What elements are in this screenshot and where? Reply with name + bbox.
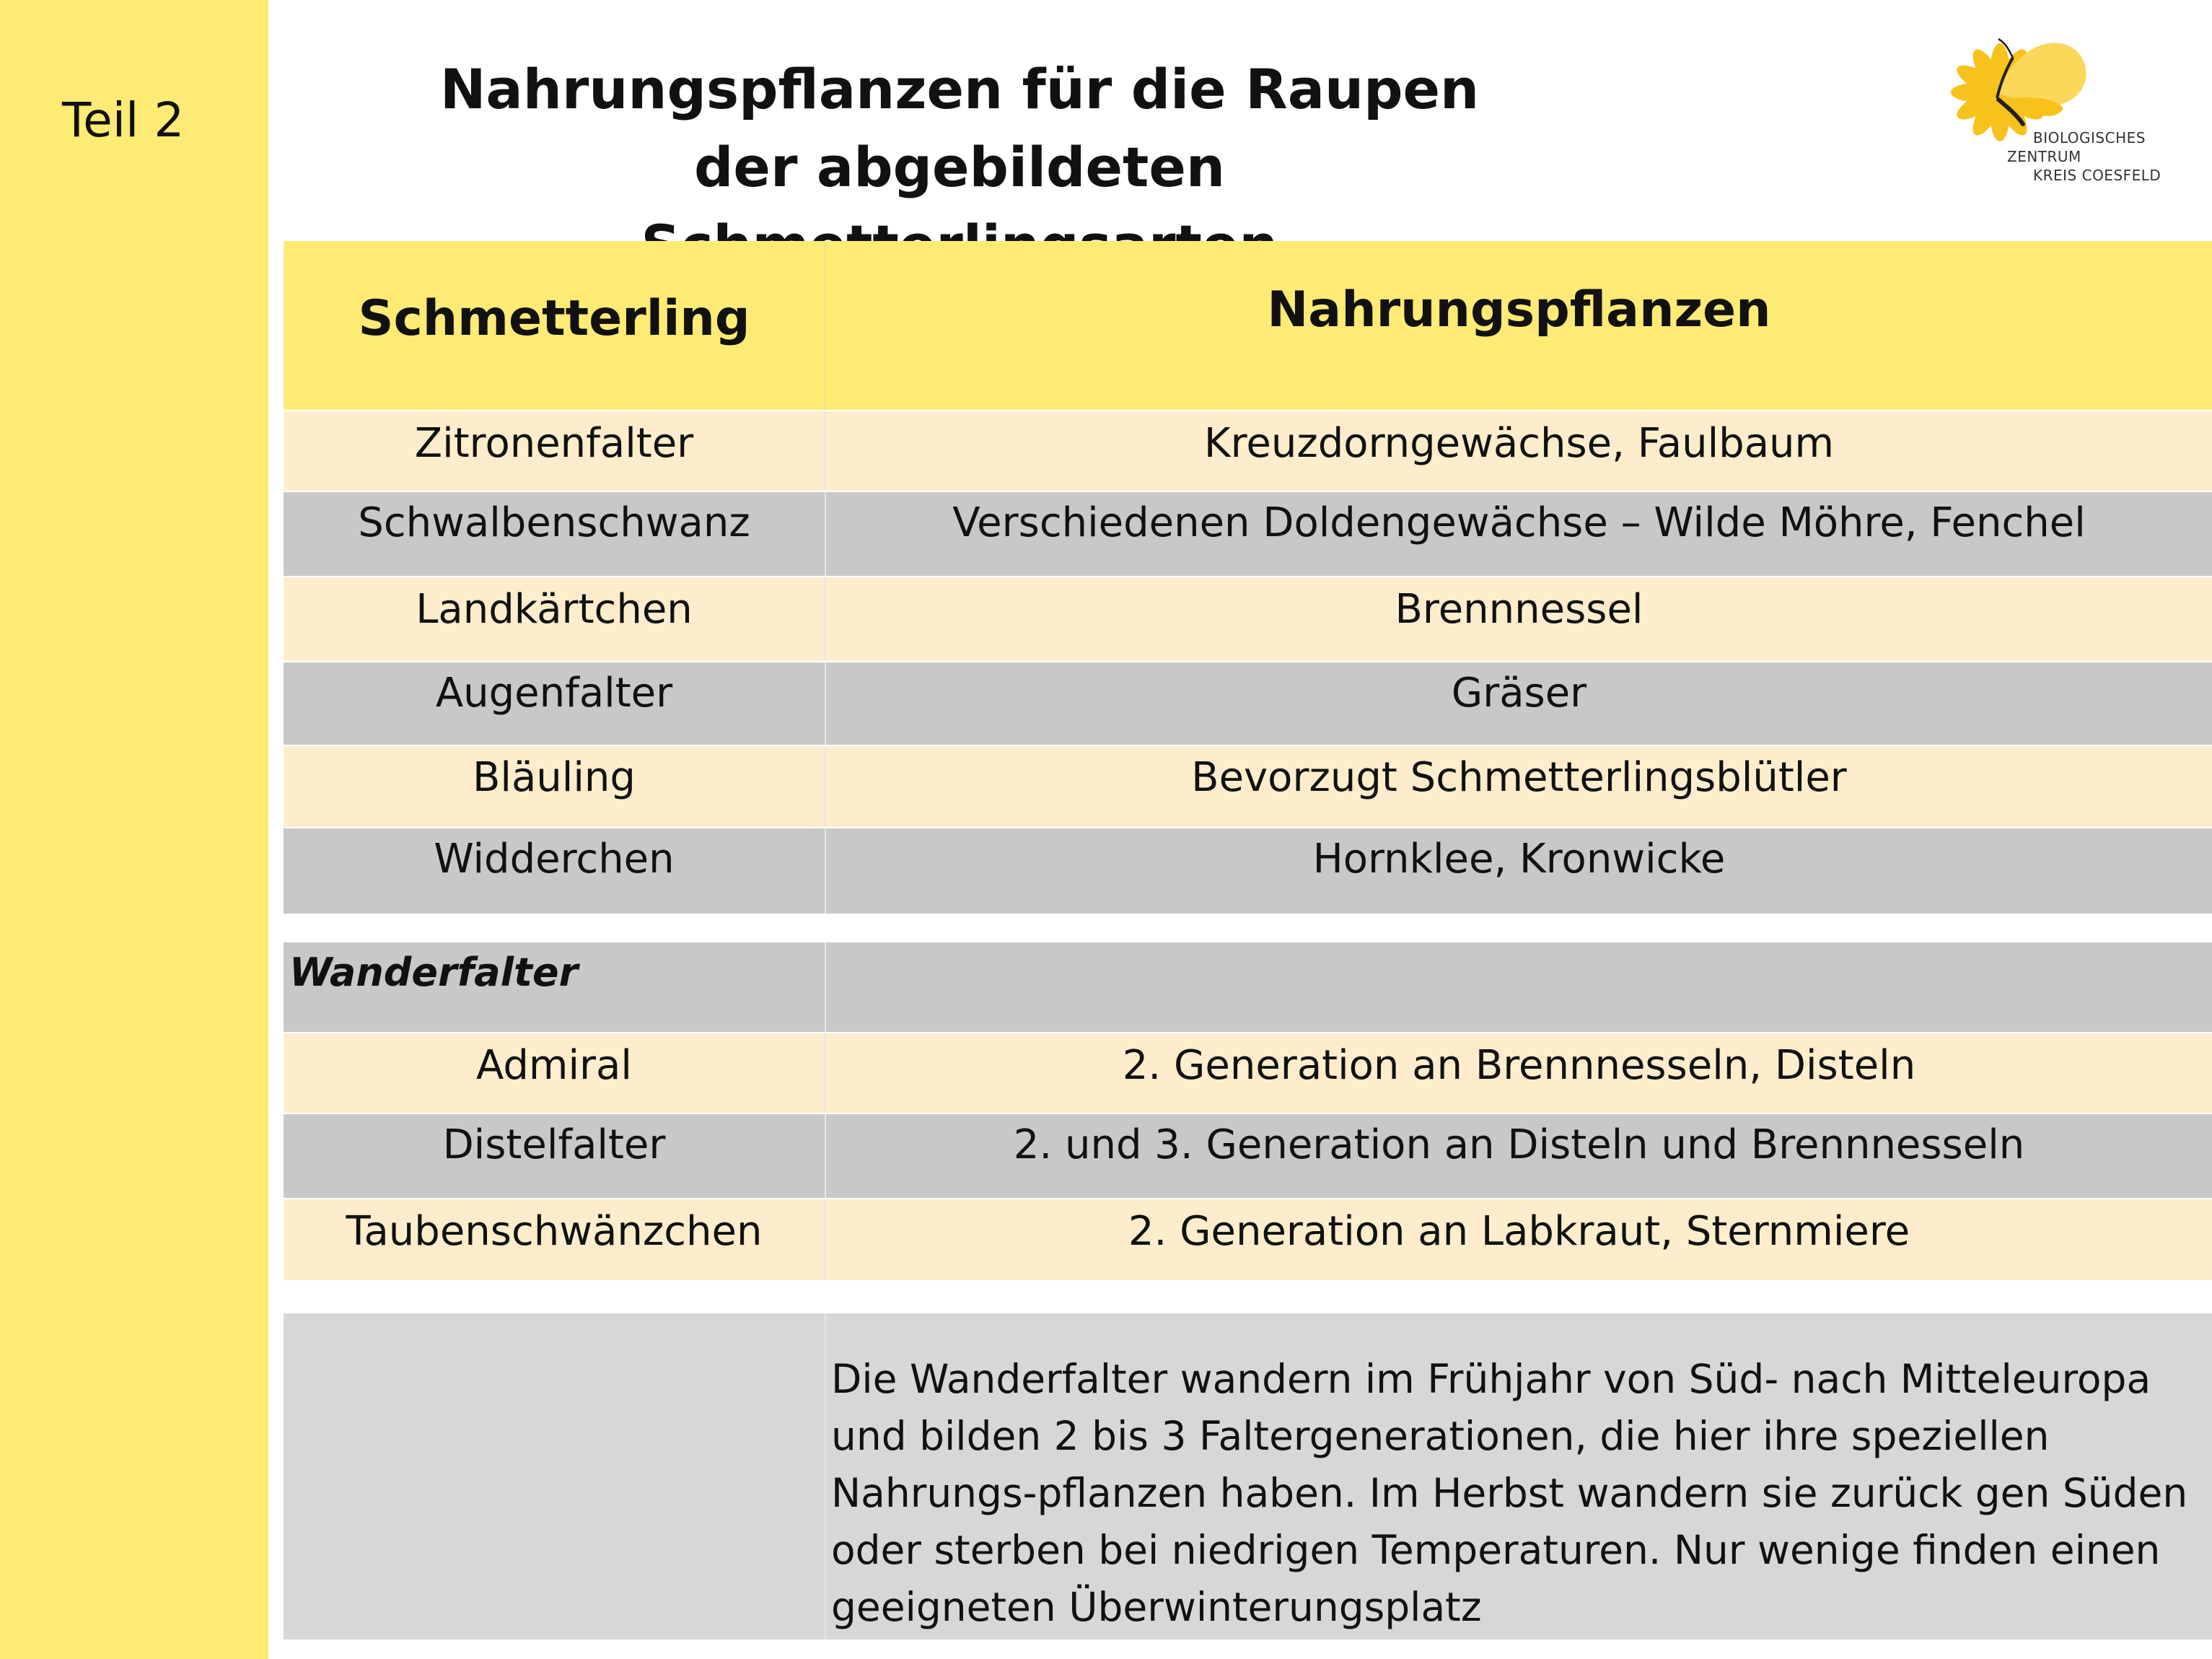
row-plants: Verschiedenen Doldengewächse – Wilde Möhre, Fenchel bbox=[952, 499, 2086, 546]
row-plants: Gräser bbox=[1451, 670, 1587, 717]
table-row bbox=[284, 1114, 2212, 1198]
row-plants: Bevorzugt Schmetterlingsblütler bbox=[1191, 754, 1847, 801]
note-line-5: geeigneten Überwinterungsplatz bbox=[831, 1584, 1482, 1630]
row-name: Zitronenfalter bbox=[414, 420, 694, 467]
logo bbox=[1948, 29, 2186, 195]
sidebar bbox=[0, 0, 268, 1659]
logo-text-line-2: ZENTRUM bbox=[2007, 148, 2081, 165]
section-label-wanderfalter: Wanderfalter bbox=[289, 950, 579, 995]
row-name: Augenfalter bbox=[435, 670, 673, 717]
title-line-1: Nahrungspflanzen für die Raupen bbox=[439, 57, 1480, 121]
header-schmetterling: Schmetterling bbox=[358, 290, 750, 347]
row-name: Admiral bbox=[476, 1042, 632, 1089]
row-plants: Hornklee, Kronwicke bbox=[1312, 836, 1726, 883]
logo-text-line-1: BIOLOGISCHES bbox=[2033, 129, 2146, 146]
table-row bbox=[284, 828, 2212, 914]
table-row bbox=[284, 492, 2212, 576]
row-plants: 2. Generation an Brennnesseln, Disteln bbox=[1122, 1042, 1916, 1089]
table-row bbox=[284, 662, 2212, 745]
row-plants: 2. und 3. Generation an Disteln und Brennnesseln bbox=[1013, 1121, 2025, 1168]
note-line-4: oder sterben bei niedrigen Temperaturen. Nur wenige finden einen bbox=[831, 1527, 2161, 1573]
note-line-2: und bilden 2 bis 3 Faltergenerationen, die hier ihre speziellen bbox=[831, 1413, 2050, 1459]
row-name: Landkärtchen bbox=[416, 586, 693, 633]
table-row bbox=[284, 411, 2212, 491]
table-row bbox=[284, 1199, 2212, 1280]
table-row bbox=[284, 577, 2212, 661]
row-name: Widderchen bbox=[434, 836, 675, 883]
section-row-wanderfalter bbox=[284, 942, 2212, 1032]
row-name: Distelfalter bbox=[442, 1121, 666, 1168]
table-row bbox=[284, 746, 2212, 827]
butterfly-flower-icon bbox=[1948, 29, 2186, 144]
title-line-2: der abgebildeten bbox=[694, 135, 1225, 199]
logo-text-line-3: KREIS COESFELD bbox=[2033, 167, 2161, 184]
row-plants: 2. Generation an Labkraut, Sternmiere bbox=[1128, 1208, 1910, 1255]
note-text bbox=[831, 1351, 2202, 1636]
note-line-1: Die Wanderfalter wandern im Frühjahr von Süd- nach Mitteleuropa bbox=[831, 1356, 2151, 1402]
note-line-3: Nahrungs-pflanzen haben. Im Herbst wandern sie zurück gen Süden bbox=[831, 1470, 2188, 1516]
row-name: Schwalbenschwanz bbox=[358, 499, 750, 546]
row-name: Taubenschwänzchen bbox=[346, 1208, 763, 1255]
section-label: Teil 2 bbox=[62, 92, 185, 148]
header-nahrungspflanzen: Nahrungspflanzen bbox=[1267, 281, 1771, 338]
row-plants: Kreuzdorngewächse, Faulbaum bbox=[1203, 420, 1835, 467]
row-name: Bläuling bbox=[473, 754, 636, 801]
row-plants: Brennnessel bbox=[1395, 586, 1643, 633]
table-header bbox=[284, 241, 2212, 410]
table-row bbox=[284, 1033, 2212, 1113]
